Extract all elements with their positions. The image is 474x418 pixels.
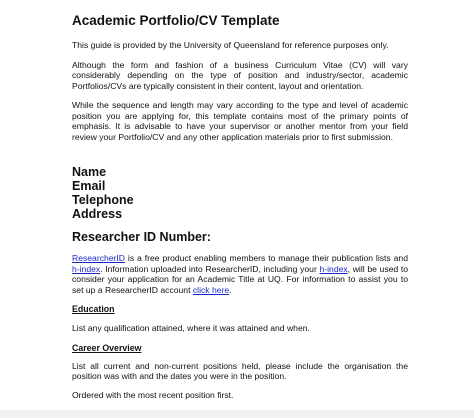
h-index-link-1[interactable]: h-index bbox=[72, 263, 101, 274]
h-index-link-2[interactable]: h-index bbox=[319, 263, 348, 274]
cv-form-paragraph: Although the form and fashion of a business Curriculum Vitae (CV) will vary considerably depending on the type of position and industry/sector, academic Portfolios/CVs are typically consistent in their content, layout and orientation. bbox=[72, 59, 408, 91]
document-title: Academic Portfolio/CV Template bbox=[72, 13, 280, 28]
career-paragraph-1: List all current and non-current positions held, please include the organisation the position was with and the dates you were in the position. bbox=[72, 360, 408, 381]
field-email: Email bbox=[72, 179, 106, 193]
document-body bbox=[72, 13, 408, 400]
researcher-id-paragraph bbox=[72, 253, 408, 295]
field-address: Address bbox=[72, 207, 123, 221]
click-here-link[interactable]: click here bbox=[192, 284, 230, 295]
researcher-id-heading: Researcher ID Number: bbox=[72, 230, 211, 244]
education-paragraph: List any qualification attained, where it was attained and when. bbox=[72, 323, 310, 333]
field-name: Name bbox=[72, 165, 107, 179]
researcher-text-3: , will be used to consider your application for an Academic Title at UQ. For information to assist you to set up a ResearcherID account bbox=[72, 263, 409, 295]
intro-paragraph: This guide is provided by the University of Queensland for reference purposes only. bbox=[72, 40, 389, 50]
researcher-text-2: . Information uploaded into ResearcherID, including your bbox=[100, 263, 320, 274]
researcher-text-1: is a free product enabling members to manage their publication lists and bbox=[125, 253, 408, 263]
sequence-paragraph: While the sequence and length may vary according to the type and level of academic position you are applying for, this template contains most of the primary points of emphasis. It is advisable to have your supervisor or another mentor from your field review your Portfolio/CV and any other application materials prior to first submission. bbox=[72, 100, 408, 142]
researcher-text-4: . bbox=[229, 284, 232, 295]
education-heading: Education bbox=[72, 304, 115, 314]
researcherid-link[interactable]: ResearcherID bbox=[72, 253, 126, 263]
career-overview-heading: Career Overview bbox=[72, 342, 142, 353]
career-paragraph-2: Ordered with the most recent position first. bbox=[72, 389, 234, 400]
field-telephone: Telephone bbox=[72, 193, 134, 207]
page-bottom-edge bbox=[0, 410, 474, 418]
